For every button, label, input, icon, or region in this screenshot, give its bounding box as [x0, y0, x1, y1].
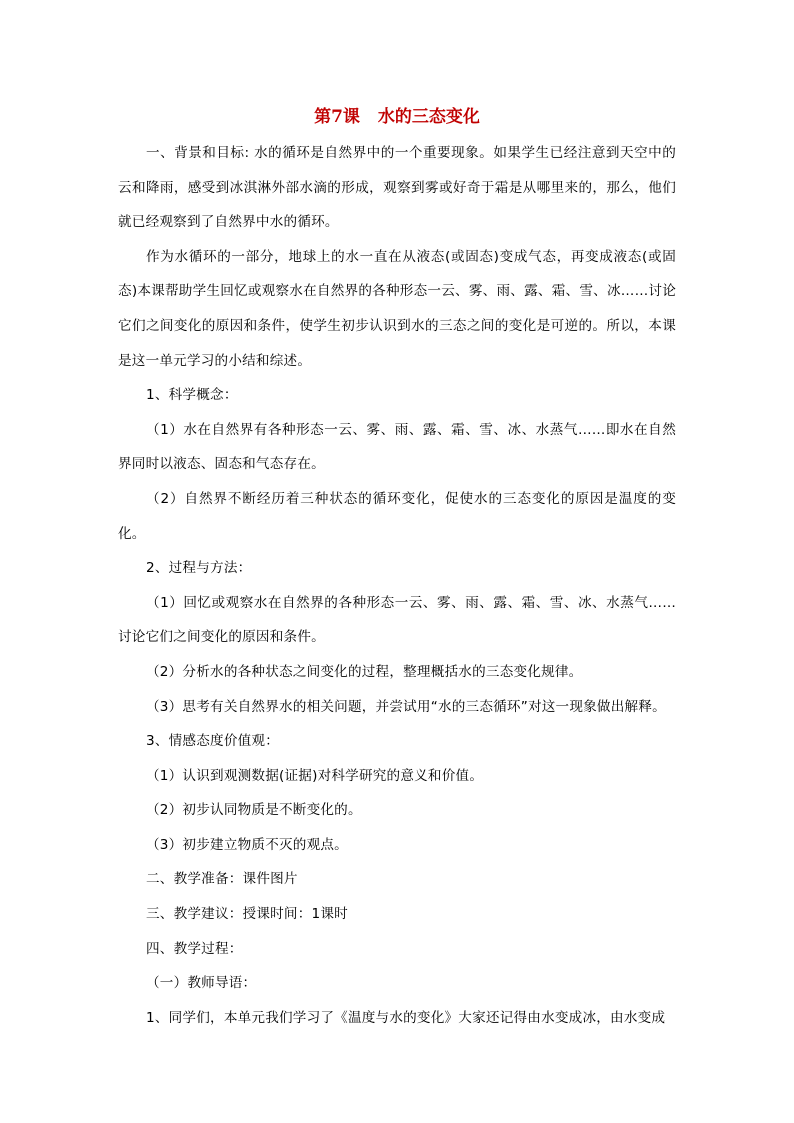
lesson-number: 第7课	[314, 107, 360, 127]
concept-item-2: （2）自然界不断经历着三种状态的循环变化，促使水的三态变化的原因是温度的变化。	[118, 490, 676, 542]
process-item-2: （2）分析水的各种状态之间变化的过程，整理概括水的三态变化规律。	[146, 663, 583, 680]
paragraph-water-cycle: 作为水循环的一部分，地球上的水一直在从液态(或固态)变成气态，再变成液态(或固态)本课帮助学生回忆或观察水在自然界的各种形态一云、雾、雨、露、霜、雪、冰……讨论它们之间变化的原因和条件，使学生初步认识到水的三态之间的变化是可逆的。所以，本课是这一单元学习的小结和综述。	[118, 248, 676, 369]
heading-teaching-preparation: 二、教学准备：课件图片	[146, 871, 298, 888]
heading-attitudes-values: 3、情感态度价值观：	[146, 733, 279, 750]
paragraph-background: 一、背景和目标: 水的循环是自然界中的一个重要现象。如果学生已经注意到天空中的云和降雨，感受到冰淇淋外部水滴的形成，观察到雾或好奇于霜是从哪里来的，那么，他们就已经观察到了自然界中水的循环。	[118, 145, 676, 231]
attitude-item-1: （1）认识到观测数据(证据)对科学研究的意义和价值。	[146, 767, 484, 784]
process-item-3: （3）思考有关自然界水的相关问题，并尝试用“水的三态循环”对这一现象做出解释。	[146, 698, 666, 715]
heading-teaching-process: 四、教学过程：	[146, 940, 243, 957]
concept-item-1: （1）水在自然界有各种形态一云、雾、雨、露、霜、雪、冰、水蒸气……即水在自然界同时以液态、固态和气态存在。	[118, 421, 676, 473]
attitude-item-3: （3）初步建立物质不灭的观点。	[146, 836, 348, 853]
lesson-name: 水的三态变化	[377, 107, 480, 127]
heading-teaching-suggestion: 三、教学建议：授课时间：1课时	[146, 906, 348, 923]
process-item-1: （1）回忆或观察水在自然界的各种形态一云、雾、雨、露、霜、雪、冰、水蒸气……讨论它们之间变化的原因和条件。	[118, 594, 676, 646]
intro-item-1: 1、同学们，本单元我们学习了《温度与水的变化》大家还记得由水变成冰，由水变成	[146, 1009, 666, 1026]
attitude-item-2: （2）初步认同物质是不断变化的。	[146, 802, 362, 819]
lesson-title	[118, 106, 676, 128]
heading-teacher-intro: （一）教师导语：	[146, 975, 257, 992]
heading-science-concepts: 1、科学概念：	[146, 387, 238, 404]
document-page	[118, 100, 676, 1035]
heading-process-methods: 2、过程与方法：	[146, 560, 252, 577]
